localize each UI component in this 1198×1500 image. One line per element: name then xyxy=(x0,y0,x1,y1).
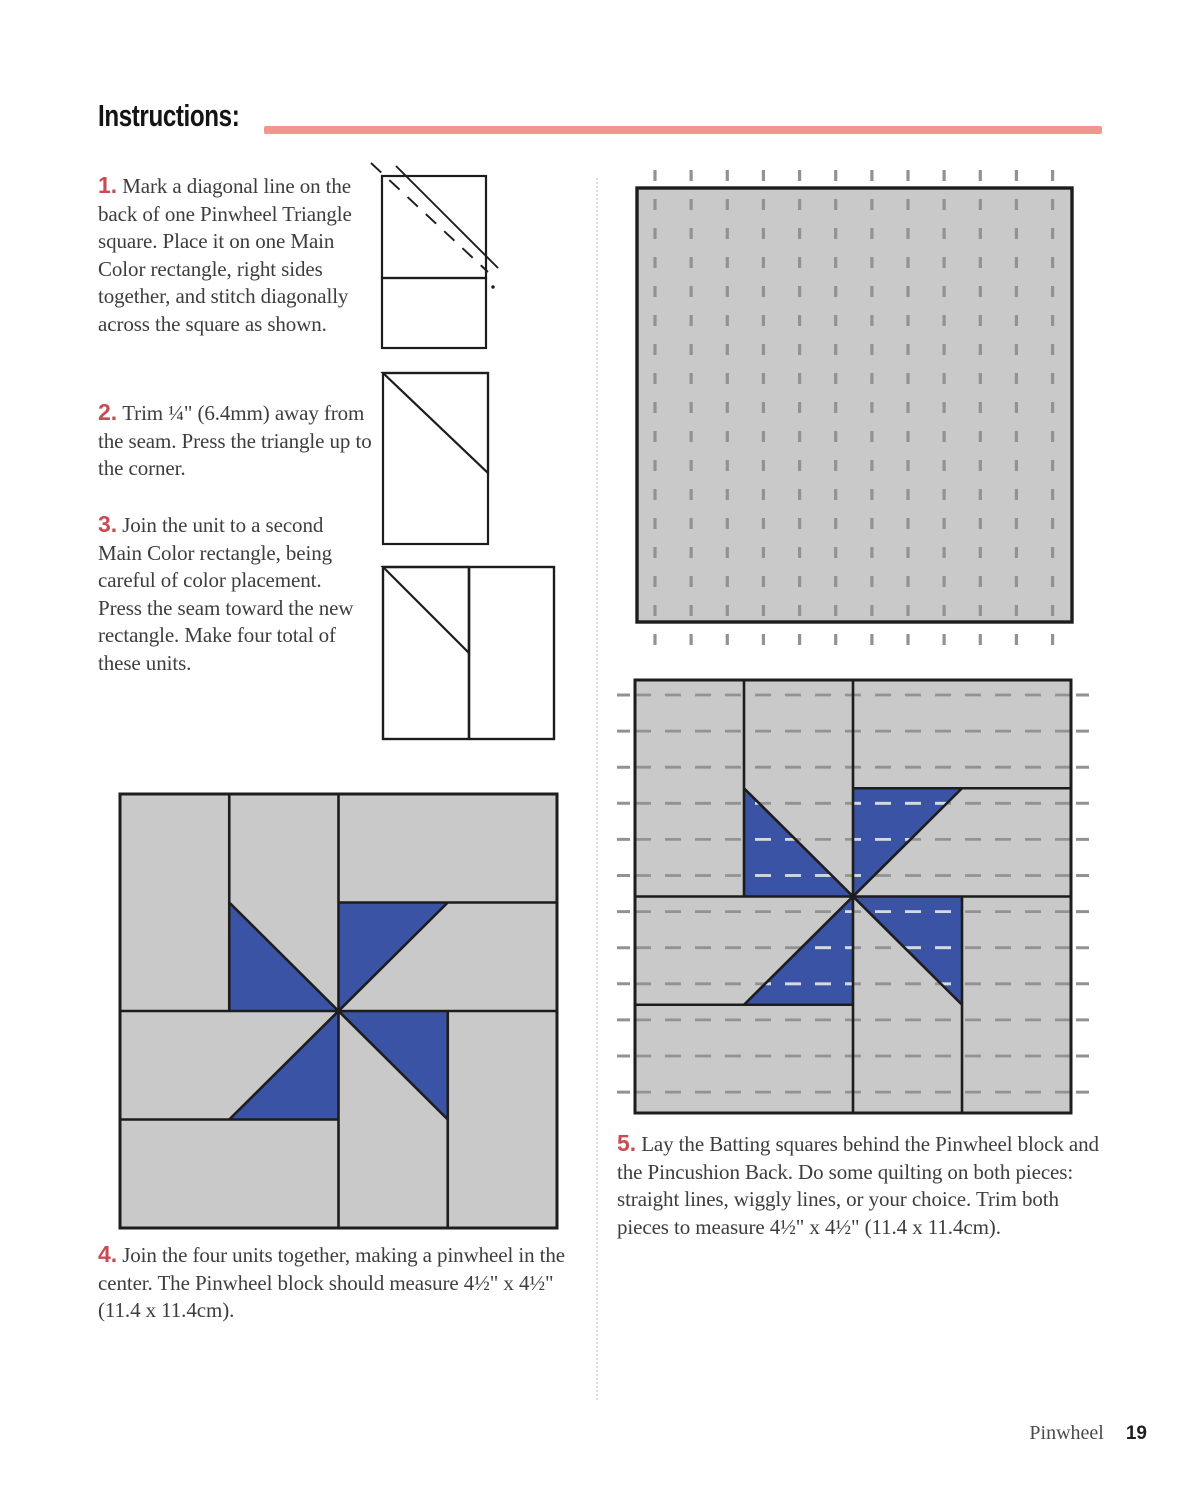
step-3 xyxy=(98,511,354,677)
step-4-number: 4. xyxy=(98,1241,118,1267)
diagram-batting-square-vertical-quilting xyxy=(610,155,1090,655)
footer-section-label: Pinwheel xyxy=(1029,1422,1104,1444)
step-1-text: Mark a diagonal line on the back of one Pinwheel Triangle square. Place it on one Main Color rectangle, right sides together, and stitch diagonally across the square as shown. xyxy=(98,174,352,336)
step-2-number: 2. xyxy=(98,399,118,425)
column-divider-dotted-line xyxy=(596,178,598,1400)
page-footer xyxy=(1029,1422,1147,1445)
page-title: Instructions: xyxy=(98,98,240,133)
diagram-step2-trimmed-unit xyxy=(360,360,500,555)
step-3-text: Join the unit to a second Main Color rectangle, being careful of color placement. Press the seam toward the new rectangle. Make four total of these units. xyxy=(98,513,354,675)
step-1 xyxy=(98,172,370,338)
step-4-text: Join the four units together, making a pinwheel in the center. The Pinwheel block should measure 4½" x 4½" (11.4 x 11.4cm). xyxy=(98,1243,566,1322)
stitch-end-dot xyxy=(491,285,494,288)
corner-triangle xyxy=(383,567,469,653)
diagram-quilted-pinwheel-block xyxy=(610,665,1100,1125)
step-2 xyxy=(98,399,374,483)
diagram-step3-joined-unit xyxy=(375,560,565,750)
step-5-text: Lay the Batting squares behind the Pinwheel block and the Pincushion Back. Do some quilting on both pieces: straight lines, wiggly lines, or your choice. Trim both pieces to measure 4½" x 4½" (11.4 x 11.4cm). xyxy=(617,1132,1099,1239)
step-5 xyxy=(617,1130,1099,1241)
step-3-number: 3. xyxy=(98,511,118,537)
pressed-corner-triangle xyxy=(383,373,488,473)
title-accent-rule xyxy=(264,126,1102,134)
step-4 xyxy=(98,1241,588,1325)
batting-square xyxy=(637,188,1072,622)
marked-diagonal-dashed-line xyxy=(371,163,488,272)
diagram-pinwheel-block xyxy=(115,790,565,1235)
footer-page-number: 19 xyxy=(1125,1423,1147,1444)
stitch-diagonal-solid-line xyxy=(396,166,498,268)
step-5-number: 5. xyxy=(617,1130,637,1156)
diagram-step1-marked-square xyxy=(360,155,505,355)
step-2-text: Trim ¼" (6.4mm) away from the seam. Press the triangle up to the corner. xyxy=(98,401,372,480)
pinwheel-triangle-square xyxy=(382,176,486,278)
step-1-number: 1. xyxy=(98,172,118,198)
main-color-rectangle xyxy=(382,278,486,348)
